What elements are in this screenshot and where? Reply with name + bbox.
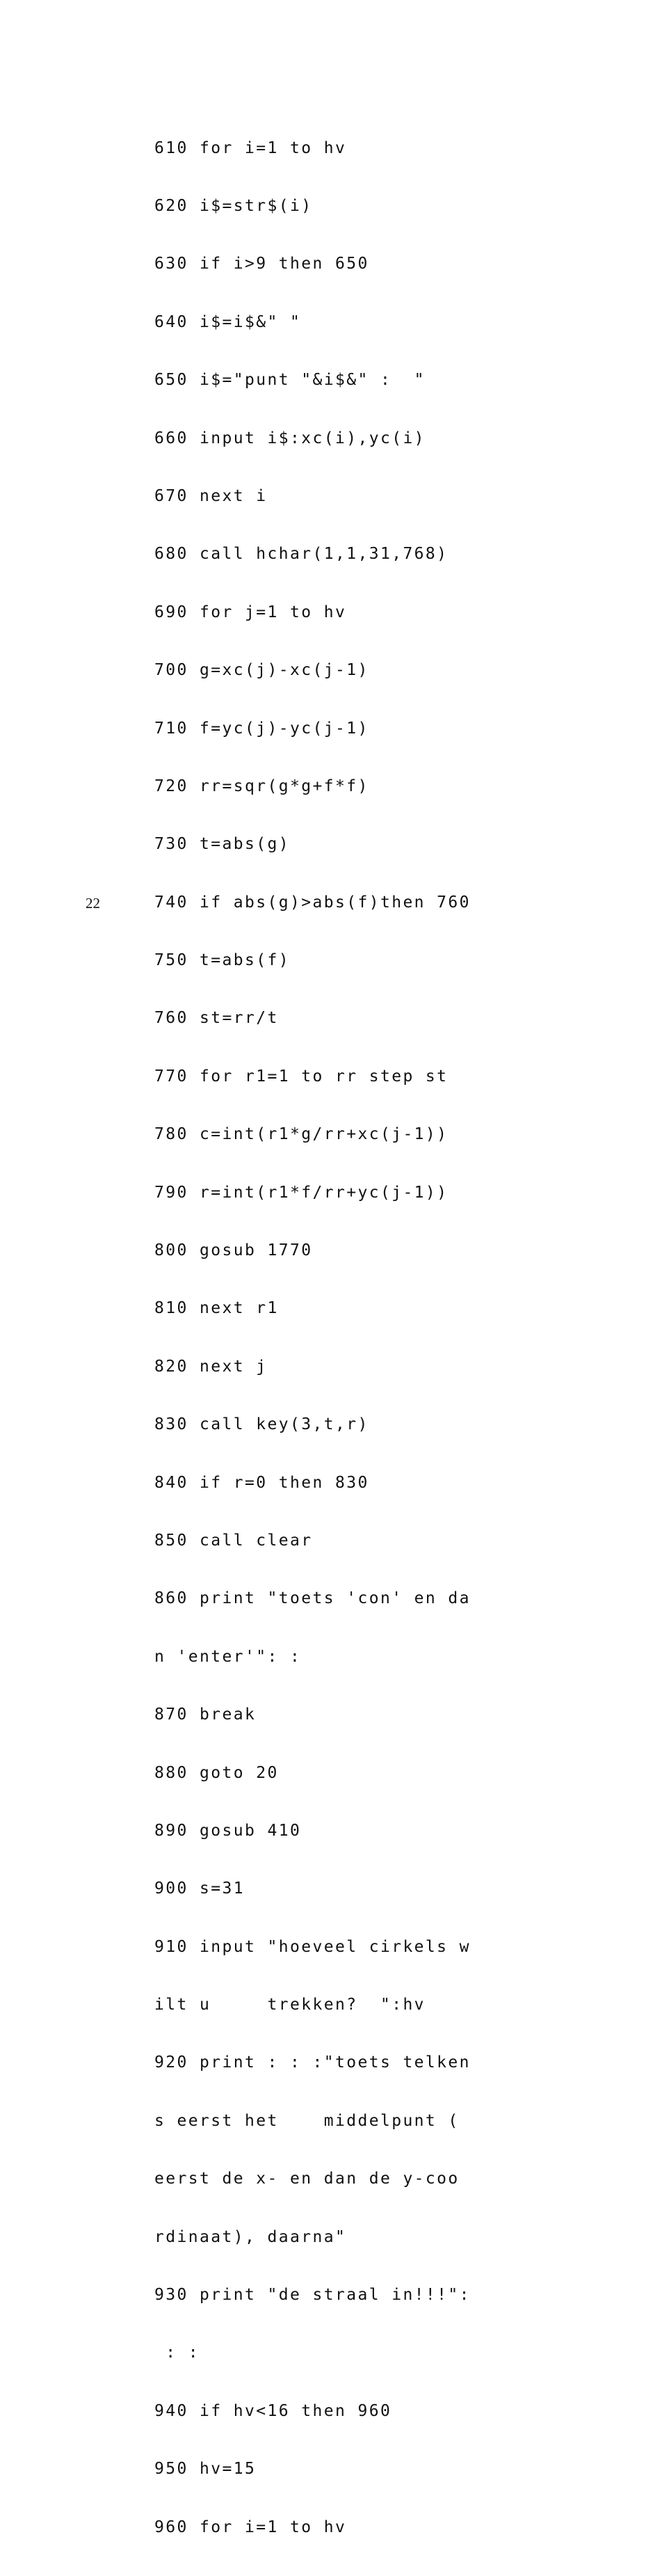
code-line: 960 for i=1 to hv [154, 2518, 347, 2536]
code-line: 850 call clear [154, 1531, 313, 1550]
code-line: 940 if hv<16 then 960 [154, 2401, 392, 2420]
code-line: 870 break [154, 1706, 257, 1724]
code-line-continuation: ilt u trekken? ":hv [154, 1996, 426, 2014]
code-line: 860 print "toets 'con' en da [154, 1589, 471, 1608]
code-line: 750 t=abs(f) [154, 951, 290, 970]
code-line: 830 call key(3,t,r) [154, 1415, 369, 1434]
code-line: 700 g=xc(j)-xc(j-1) [154, 661, 369, 680]
code-line: 800 gosub 1770 [154, 1241, 313, 1260]
code-line-continuation: eerst de x- en dan de y-coo [154, 2170, 460, 2188]
code-line: 900 s=31 [154, 1879, 245, 1898]
code-line: 770 for r1=1 to rr step st [154, 1067, 449, 1086]
code-line: 690 for j=1 to hv [154, 603, 347, 621]
code-line: 810 next r1 [154, 1299, 279, 1318]
code-line: 950 hv=15 [154, 2460, 257, 2479]
code-line: 670 next i [154, 486, 268, 505]
code-line: 930 print "de straal in!!!": [154, 2286, 471, 2305]
code-line: 660 input i$:xc(i),yc(i) [154, 429, 426, 447]
code-line: 610 for i=1 to hv [154, 138, 347, 157]
code-line-continuation: s eerst het middelpunt ( [154, 2111, 460, 2130]
code-line-continuation: : : [154, 2344, 200, 2362]
page-number: 22 [86, 895, 100, 912]
code-line: 920 print : : :"toets telken [154, 2053, 471, 2072]
code-line: 880 goto 20 [154, 1763, 279, 1782]
code-line: 760 st=rr/t [154, 1009, 279, 1028]
code-line: 890 gosub 410 [154, 1821, 302, 1840]
code-line: 790 r=int(r1*f/rr+yc(j-1)) [154, 1183, 449, 1202]
code-line: 680 call hchar(1,1,31,768) [154, 545, 449, 564]
code-line: 650 i$="punt "&i$&" : " [154, 371, 426, 390]
basic-code-listing [154, 100, 471, 2576]
code-line: 820 next j [154, 1357, 268, 1376]
code-line: 630 if i>9 then 650 [154, 255, 369, 273]
code-line: 620 i$=str$(i) [154, 196, 313, 215]
code-line: 910 input "hoeveel cirkels w [154, 1937, 471, 1956]
code-line: 740 if abs(g)>abs(f)then 760 [154, 893, 471, 912]
code-line: 730 t=abs(g) [154, 835, 290, 854]
code-line: 720 rr=sqr(g*g+f*f) [154, 777, 369, 795]
code-line: 780 c=int(r1*g/rr+xc(j-1)) [154, 1125, 449, 1144]
code-line-continuation: rdinaat), daarna" [154, 2227, 347, 2246]
code-line: 840 if r=0 then 830 [154, 1473, 369, 1492]
code-line: 710 f=yc(j)-yc(j-1) [154, 719, 369, 738]
code-line-continuation: n 'enter'": : [154, 1647, 302, 1666]
code-line: 640 i$=i$&" " [154, 312, 302, 331]
